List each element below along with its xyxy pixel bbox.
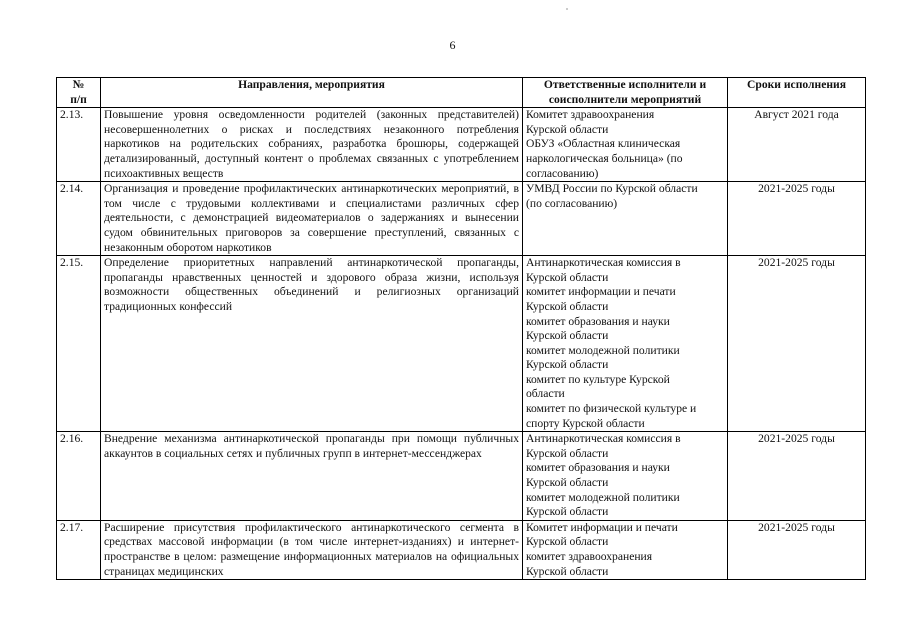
responsible-line: Курской области xyxy=(526,270,609,284)
responsible-line: Курской области xyxy=(526,358,609,372)
header-directions: Направления, мероприятия xyxy=(101,78,523,108)
table-row xyxy=(57,182,866,256)
row-term: 2021-2025 годы xyxy=(728,256,866,432)
row-term: Август 2021 года xyxy=(728,108,866,182)
responsible-line: УМВД России по Курской области xyxy=(526,182,698,196)
row-responsible xyxy=(523,432,728,521)
row-number: 2.15. xyxy=(57,256,101,432)
row-number: 2.16. xyxy=(57,432,101,521)
scan-speck xyxy=(566,8,568,10)
header-terms: Сроки исполнения xyxy=(728,78,866,108)
row-number: 2.17. xyxy=(57,520,101,579)
responsible-line: области xyxy=(526,387,565,401)
responsible-line: Курской области xyxy=(526,476,609,490)
row-responsible xyxy=(523,108,728,182)
responsible-line: комитет здравоохранения xyxy=(526,550,653,563)
row-description: Повышение уровня осведомленности родителей (законных представителей) несовершеннолетних о рисках и последствиях незаконного потребления наркотиков на родительских собраниях, разработка брошюры, содержащей детализированный, доступный контент о проблемах связанных с употреблением психоактивных веществ xyxy=(101,108,523,182)
table-row xyxy=(57,256,866,432)
responsible-line: Курской области xyxy=(526,122,609,136)
responsible-line: комитет по физической культуре и xyxy=(526,402,697,416)
row-term: 2021-2025 годы xyxy=(728,520,866,579)
table-row xyxy=(57,108,866,182)
row-description: Организация и проведение профилактических антинаркотических мероприятий, в том числе с трудовыми коллективами и специалистами различных сфер деятельности, с демонстрацией видеоматериалов о задержаниях и вынесении судом обвинительных приговоров за совершение преступлений, связанных с незаконным оборотом наркотиков xyxy=(101,182,523,256)
responsible-line: комитет образования и науки xyxy=(526,314,670,328)
responsible-line: Комитет здравоохранения xyxy=(526,108,655,122)
responsible-line: Курской области xyxy=(526,446,609,460)
row-responsible xyxy=(523,182,728,256)
responsible-line: Антинаркотическая комиссия в xyxy=(526,432,681,446)
row-number: 2.13. xyxy=(57,108,101,182)
row-number: 2.14. xyxy=(57,182,101,256)
page-number: 6 xyxy=(449,38,456,52)
header-num xyxy=(57,78,101,108)
responsible-line: ОБУЗ «Областная клиническая xyxy=(526,137,681,151)
header-num-line: п/п xyxy=(70,92,87,106)
responsible-line: Курской области xyxy=(526,329,609,343)
action-plan-table xyxy=(56,77,866,580)
header-responsible xyxy=(523,78,728,108)
table-row xyxy=(57,432,866,521)
responsible-line: комитет молодежной политики xyxy=(526,490,680,504)
responsible-line: Антинаркотическая комиссия в xyxy=(526,256,681,270)
row-term: 2021-2025 годы xyxy=(728,432,866,521)
table-row xyxy=(57,520,866,579)
header-responsible-line: соисполнители мероприятий xyxy=(548,92,702,106)
row-description: Определение приоритетных направлений антинаркотической пропаганды, пропаганды нравственных ценностей и здорового образа жизни, используя возможности общественных объединений и религиозных организаций традиционных конфессий xyxy=(101,256,523,432)
header-num-line: № xyxy=(72,78,85,91)
responsible-line: согласованию) xyxy=(526,166,599,180)
responsible-line: комитет образования и науки xyxy=(526,461,670,475)
responsible-line: (по согласованию) xyxy=(526,196,618,210)
row-description: Внедрение механизма антинаркотической пропаганды при помощи публичных аккаунтов в социальных сетях и публичных групп в интернет-мессенджерах xyxy=(101,432,523,521)
responsible-line: комитет информации и печати xyxy=(526,285,676,299)
responsible-line: Комитет информации и печати xyxy=(526,520,678,534)
table-header-row xyxy=(57,78,866,108)
responsible-line: комитет по культуре Курской xyxy=(526,372,670,386)
row-description: Расширение присутствия профилактического антинаркотического сегмента в средствах массовой информации (в том числе интернет-изданиях) и интернет-пространстве в целом: размещение информационных материалов на официальных страницах медицинских xyxy=(101,520,523,579)
responsible-line: спорту Курской области xyxy=(526,416,645,430)
row-responsible xyxy=(523,256,728,432)
header-responsible-line: Ответственные исполнители и xyxy=(543,78,707,91)
responsible-line: комитет молодежной политики xyxy=(526,343,680,357)
row-term: 2021-2025 годы xyxy=(728,182,866,256)
responsible-line: Курской области xyxy=(526,299,609,313)
responsible-line: Курской области xyxy=(526,535,609,549)
responsible-line: наркологическая больница» (по xyxy=(526,151,683,165)
row-responsible xyxy=(523,520,728,579)
responsible-line: Курской области xyxy=(526,505,609,519)
responsible-line: Курской области xyxy=(526,564,609,578)
